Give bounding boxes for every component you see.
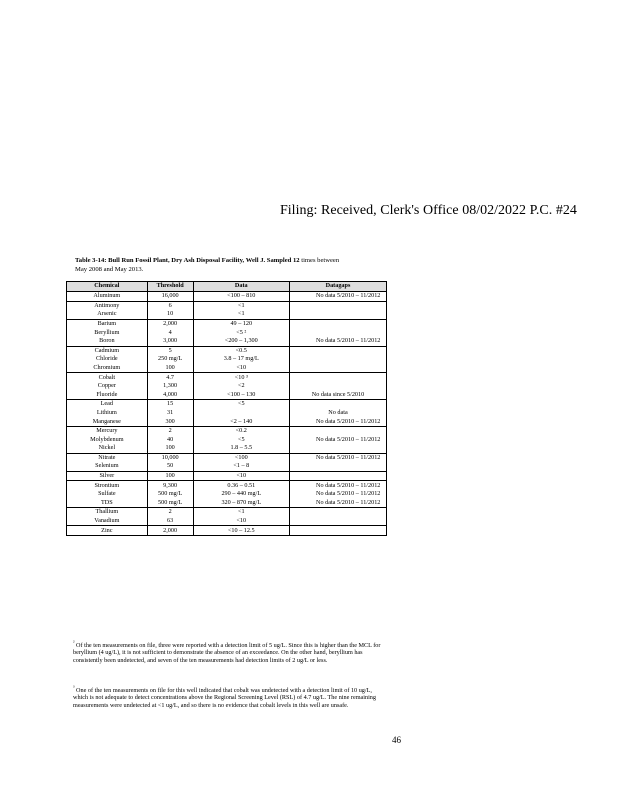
cell-chemical: Copper — [67, 382, 148, 391]
cell-data: <5 — [193, 400, 289, 409]
cell-threshold: 2 — [147, 426, 193, 435]
table-row — [67, 355, 387, 364]
table-header-row — [67, 282, 387, 292]
cell-data: 290 – 440 mg/L — [193, 490, 289, 499]
cell-threshold: 500 mg/L — [147, 499, 193, 508]
cell-data: <1 — [193, 301, 289, 310]
cell-datagaps — [290, 426, 387, 435]
cell-datagaps — [290, 508, 387, 517]
cell-threshold: 50 — [147, 462, 193, 471]
table-row — [67, 292, 387, 302]
table-row — [67, 382, 387, 391]
table-row — [67, 481, 387, 490]
cell-chemical: Molybdenum — [67, 436, 148, 445]
cell-data: <10 — [193, 517, 289, 526]
cell-threshold: 10 — [147, 310, 193, 319]
table-body — [67, 292, 387, 536]
cell-chemical: Nickel — [67, 444, 148, 453]
table-row — [67, 417, 387, 426]
cell-threshold: 15 — [147, 400, 193, 409]
footnote-3-marker: ³ — [73, 686, 75, 691]
cell-datagaps: No data 5/2010 – 11/2012 — [290, 490, 387, 499]
table-row — [67, 409, 387, 418]
cell-threshold: 9,300 — [147, 481, 193, 490]
cell-data: 49 – 120 — [193, 319, 289, 328]
cell-chemical: Lead — [67, 400, 148, 409]
filing-word: Received, — [321, 203, 377, 218]
cell-datagaps: No data 5/2010 – 11/2012 — [290, 337, 387, 346]
table-row — [67, 391, 387, 400]
cell-chemical: Fluoride — [67, 391, 148, 400]
filing-word: Filing: — [280, 203, 318, 218]
table-row — [67, 364, 387, 373]
cell-threshold: 300 — [147, 417, 193, 426]
cell-data: 1.8 – 5.5 — [193, 444, 289, 453]
cell-chemical: Nitrate — [67, 453, 148, 462]
cell-chemical: Lithium — [67, 409, 148, 418]
cell-datagaps — [290, 400, 387, 409]
cell-threshold: 100 — [147, 471, 193, 481]
cell-threshold: 4,000 — [147, 391, 193, 400]
cell-datagaps — [290, 310, 387, 319]
cell-chemical: Thallium — [67, 508, 148, 517]
cell-datagaps — [290, 373, 387, 382]
cell-chemical: Strontium — [67, 481, 148, 490]
table-row — [67, 471, 387, 481]
cell-datagaps — [290, 319, 387, 328]
cell-data: <100 – 810 — [193, 292, 289, 302]
cell-chemical: Selenium — [67, 462, 148, 471]
cell-datagaps: No data 5/2010 – 11/2012 — [290, 417, 387, 426]
caption-rest: times between — [299, 257, 340, 264]
cell-chemical: Chloride — [67, 355, 148, 364]
table-row — [67, 490, 387, 499]
cell-threshold: 5 — [147, 346, 193, 355]
cell-chemical: Silver — [67, 471, 148, 481]
cell-data: <10 ³ — [193, 373, 289, 382]
table-row — [67, 526, 387, 536]
cell-threshold: 16,000 — [147, 292, 193, 302]
table-row — [67, 508, 387, 517]
table-row — [67, 328, 387, 337]
table-caption — [75, 256, 375, 274]
cell-data: <5 ² — [193, 328, 289, 337]
cell-datagaps — [290, 471, 387, 481]
cell-datagaps: No data — [290, 409, 387, 418]
cell-datagaps — [290, 444, 387, 453]
cell-data: 3.8 – 17 mg/L — [193, 355, 289, 364]
cell-datagaps: No data 5/2010 – 11/2012 — [290, 292, 387, 302]
cell-threshold: 500 mg/L — [147, 490, 193, 499]
cell-data: <10 — [193, 471, 289, 481]
cell-data: <2 — [193, 382, 289, 391]
table-row — [67, 436, 387, 445]
page-number: 46 — [392, 735, 401, 745]
footnote-2 — [73, 640, 385, 664]
table-row — [67, 319, 387, 328]
cell-data — [193, 409, 289, 418]
table-row — [67, 499, 387, 508]
cell-datagaps — [290, 526, 387, 536]
cell-datagaps: No data 5/2010 – 11/2012 — [290, 481, 387, 490]
cell-threshold: 100 — [147, 444, 193, 453]
cell-chemical: Arsenic — [67, 310, 148, 319]
cell-threshold: 100 — [147, 364, 193, 373]
cell-threshold: 2,000 — [147, 319, 193, 328]
cell-data: <200 – 1,300 — [193, 337, 289, 346]
col-header-datagaps: Datagaps — [290, 282, 387, 292]
cell-chemical: Manganese — [67, 417, 148, 426]
footnote-2-text: Of the ten measurements on file, three were reported with a detection limit of 5 ug/L. Since this is higher than the MCL for beryllium (4 ug/L), it is not sufficient to demonstrate the absence of an exceedance. On the other hand, beryllium has consistently been undetected, and seven of the ten measurements had detection limits of 2 ug/L or less. — [73, 642, 381, 664]
table-row — [67, 462, 387, 471]
cell-datagaps — [290, 301, 387, 310]
cell-threshold: 6 — [147, 301, 193, 310]
table-row — [67, 426, 387, 435]
cell-data: <1 – 8 — [193, 462, 289, 471]
caption-bold: Table 3-14: Bull Run Fossil Plant, Dry Ash Disposal Facility, Well J. Sampled 12 — [75, 257, 300, 264]
footnote-3 — [73, 685, 385, 709]
cell-datagaps — [290, 364, 387, 373]
cell-threshold: 4 — [147, 328, 193, 337]
cell-data: <100 — [193, 453, 289, 462]
cell-datagaps — [290, 382, 387, 391]
cell-chemical: Vanadium — [67, 517, 148, 526]
footnote-2-marker: ² — [73, 641, 75, 646]
cell-data: <10 — [193, 364, 289, 373]
cell-datagaps — [290, 328, 387, 337]
table-row — [67, 337, 387, 346]
footnote-3-text: One of the ten measurements on file for this well indicated that cobalt was undetected with a detection limit of 10 ug/L, which is not adequate to detect concentrations above the Regional Screening Level (RSL) of 4.7 ug/L. The nine remaining measurements were undetected at <1 ug/L, and so there is no evidence that cobalt levels in this well are unsafe. — [73, 687, 376, 709]
cell-threshold: 1,300 — [147, 382, 193, 391]
caption-line2: May 2008 and May 2013. — [75, 266, 144, 273]
cell-data: <2 – 140 — [193, 417, 289, 426]
filing-word: Office — [423, 203, 459, 218]
cell-chemical: Chromium — [67, 364, 148, 373]
cell-datagaps: No data 5/2010 – 11/2012 — [290, 499, 387, 508]
cell-threshold: 2 — [147, 508, 193, 517]
cell-chemical: Cadmium — [67, 346, 148, 355]
cell-datagaps: No data 5/2010 – 11/2012 — [290, 453, 387, 462]
table-row — [67, 373, 387, 382]
table-row — [67, 444, 387, 453]
filing-word: 08/02/2022 — [462, 203, 526, 218]
cell-data: <10 – 12.5 — [193, 526, 289, 536]
cell-datagaps — [290, 517, 387, 526]
table-row — [67, 517, 387, 526]
table-row — [67, 453, 387, 462]
cell-threshold: 63 — [147, 517, 193, 526]
cell-threshold: 250 mg/L — [147, 355, 193, 364]
cell-data: <1 — [193, 508, 289, 517]
cell-chemical: Barium — [67, 319, 148, 328]
cell-threshold: 31 — [147, 409, 193, 418]
cell-chemical: Mercury — [67, 426, 148, 435]
cell-data: <1 — [193, 310, 289, 319]
table-row — [67, 310, 387, 319]
cell-datagaps: No data since 5/2010 — [290, 391, 387, 400]
table-row — [67, 400, 387, 409]
cell-datagaps — [290, 462, 387, 471]
cell-threshold: 2,000 — [147, 526, 193, 536]
filing-word: #24 — [555, 203, 577, 218]
cell-data: <5 — [193, 436, 289, 445]
cell-data: 320 – 870 mg/L — [193, 499, 289, 508]
cell-datagaps: No data 5/2010 – 11/2012 — [290, 436, 387, 445]
cell-threshold: 4.7 — [147, 373, 193, 382]
filing-word: P.C. — [529, 203, 553, 218]
col-header-threshold: Threshold — [147, 282, 193, 292]
cell-threshold: 40 — [147, 436, 193, 445]
filing-stamp — [280, 203, 577, 219]
data-table — [66, 281, 387, 536]
cell-data: <100 – 130 — [193, 391, 289, 400]
cell-chemical: Zinc — [67, 526, 148, 536]
cell-chemical: Beryllium — [67, 328, 148, 337]
cell-data: 0.36 – 0.51 — [193, 481, 289, 490]
cell-threshold: 3,000 — [147, 337, 193, 346]
table-row — [67, 346, 387, 355]
cell-chemical: TDS — [67, 499, 148, 508]
cell-chemical: Aluminum — [67, 292, 148, 302]
cell-datagaps — [290, 355, 387, 364]
col-header-data: Data — [193, 282, 289, 292]
cell-datagaps — [290, 346, 387, 355]
col-header-chemical: Chemical — [67, 282, 148, 292]
cell-data: <0.5 — [193, 346, 289, 355]
cell-chemical: Sulfate — [67, 490, 148, 499]
cell-data: <0.2 — [193, 426, 289, 435]
cell-chemical: Cobalt — [67, 373, 148, 382]
cell-chemical: Boron — [67, 337, 148, 346]
table-row — [67, 301, 387, 310]
filing-word: Clerk's — [380, 203, 420, 218]
cell-chemical: Antimony — [67, 301, 148, 310]
cell-threshold: 10,000 — [147, 453, 193, 462]
